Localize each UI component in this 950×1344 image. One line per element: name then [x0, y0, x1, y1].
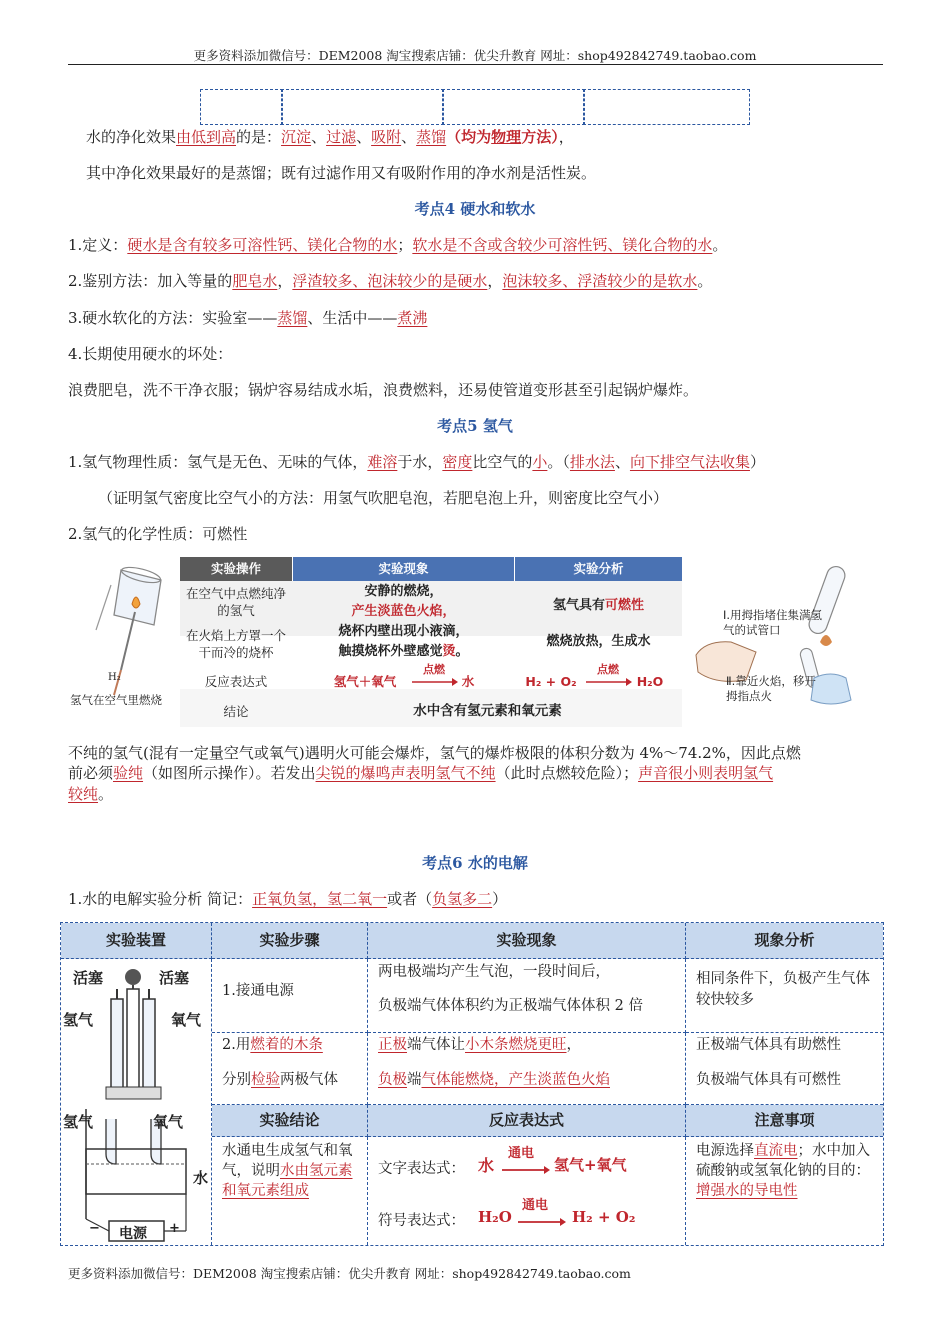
purification-line1: 水的净化效果由低到高的是：沉淀、过滤、吸附、蒸馏（均为物理方法）， — [86, 128, 574, 146]
col-header-analysis: 实验分析 — [515, 557, 682, 581]
diagram-box — [200, 89, 283, 125]
harm-text: 浪费肥皂，洗不干净衣服；锅炉容易结成水垢，浪费燃料，还易使管道变形甚至引起锅炉爆炸。 — [68, 381, 699, 399]
phenomenon-3: 负极端气体能燃烧，产生淡蓝色火焰 — [378, 1072, 610, 1088]
symbol-equation-label: 符号表达式： — [378, 1213, 465, 1229]
section5-title: 考点5 氢气 — [437, 417, 513, 435]
minus-label: − — [89, 1221, 100, 1236]
col-header-operation: 实验操作 — [180, 557, 292, 581]
identification-method: 2.鉴别方法：加入等量的肥皂水，浮渣较多、泡沫较少的是硬水，泡沫较多、浮渣较少的是软水。 — [68, 272, 713, 290]
op-equation: 反应表达式 — [204, 674, 268, 689]
word-eq-water: 水 — [478, 1156, 495, 1175]
softening-method: 3.硬水软化的方法：实验室——蒸馏、生活中——煮沸 — [68, 309, 428, 327]
phenomenon-2-cell — [368, 1033, 686, 1105]
electrolysis-table — [60, 922, 884, 1246]
col-apparatus: 实验装置 — [61, 923, 212, 959]
purity-note-1: Ⅰ.用拇指堵住集满氢气的试管口 — [723, 608, 823, 637]
hydrogen-burning-illustration — [66, 560, 178, 710]
phen-4: 触摸烧杯外壁感觉烫。 — [338, 644, 469, 659]
notes-cell — [686, 1137, 883, 1245]
electrolysis-apparatus-illustration — [61, 959, 211, 1243]
phenomenon-1-cell — [368, 959, 686, 1033]
page-footer: 更多资料添加微信号：DEM2008 淘宝搜索店铺：优尖升教育 网址：shop492842749.taobao.com — [68, 1266, 631, 1281]
analysis-2: 正极端气体具有助燃性 — [696, 1037, 841, 1053]
conclusion-text: 水通电生成氢气和氧气，说明水由氢元素和氧元素组成 — [222, 1143, 353, 1199]
sym-eq-arrow-2 — [518, 1217, 566, 1227]
op-conclusion: 结论 — [223, 704, 249, 719]
notes-text: 电源选择直流电；水中加入硫酸钠或氢氧化钠的目的：增强水的导电性 — [696, 1143, 870, 1199]
hydrogen-label-top: 氢气 — [63, 1011, 94, 1029]
col-equation: 反应表达式 — [368, 1105, 686, 1137]
analysis-1: 相同条件下，负极产生气体较快较多 — [696, 971, 870, 1008]
explosion-line1: 不纯的氢气(混有一定量空气或氧气)遇明火可能会爆炸，氢气的爆炸极限的体积分数为 4%～74.2%，因此点燃 — [68, 744, 801, 762]
conclusion-cell — [212, 1137, 368, 1245]
analysis-2-cell — [686, 1033, 883, 1105]
sym-eq-condition: 点燃 — [597, 663, 619, 676]
plus-label: + — [169, 1221, 180, 1236]
analysis-2: 燃烧放热，生成水 — [546, 634, 651, 649]
col-analysis: 现象分析 — [686, 923, 883, 959]
diagram-box — [281, 89, 444, 125]
analysis-3: 负极端气体具有可燃性 — [696, 1072, 841, 1088]
water-label: 水 — [193, 1169, 209, 1187]
word-eq-electric: 通电 — [508, 1146, 535, 1161]
word-eq-left: 氢气＋氧气 — [333, 674, 397, 689]
step-1-cell — [212, 959, 368, 1033]
col-phenomena: 实验现象 — [368, 923, 686, 959]
explosion-line3: 较纯。 — [68, 785, 114, 803]
oxygen-label-top: 氧气 — [171, 1011, 202, 1029]
word-eq-right: 水 — [461, 674, 475, 689]
harm-title: 4.长期使用硬水的坏处： — [68, 345, 233, 363]
header-rule — [68, 64, 883, 65]
sym-eq-products: H₂ + O₂ — [572, 1208, 636, 1226]
equation-cell — [368, 1137, 686, 1245]
hydrogen-experiment-table — [180, 557, 682, 727]
explosion-line2: 前必须验纯（如图所示操作）。若发出尖锐的爆鸣声表明氢气不纯（此时点燃较危险）；声音很小则表明氢气 — [68, 764, 774, 782]
col-header-phenomenon: 实验现象 — [293, 557, 514, 581]
stopcock-left-label: 活塞 — [73, 969, 104, 987]
density-note: （证明氢气密度比空气小的方法：用氢气吹肥皂泡，若肥皂泡上升，则密度比空气小） — [98, 489, 669, 507]
section4-title: 考点4 硬水和软水 — [414, 200, 536, 218]
oxygen-label-bottom: 氧气 — [153, 1113, 184, 1131]
word-eq-arrow-2 — [502, 1165, 550, 1175]
burning-caption: 氢气在空气里燃烧 — [70, 693, 162, 707]
purification-line2: 其中净化效果最好的是蒸馏；既有过滤作用又有吸附作用的净水剂是活性炭。 — [86, 164, 597, 182]
phenomenon-1a: 两电极端均产生气泡，一段时间后， — [378, 964, 610, 980]
diagram-box — [442, 89, 585, 125]
phen-2: 产生淡蓝色火焰， — [351, 604, 456, 619]
page-header: 更多资料添加微信号：DEM2008 淘宝搜索店铺：优尖升教育 网址：shop492842749.taobao.com — [193, 48, 757, 63]
col-conclusion: 实验结论 — [212, 1105, 368, 1137]
sym-eq-right: H₂O — [636, 674, 664, 689]
word-equation-label: 文字表达式： — [378, 1161, 465, 1177]
hydrogen-chemical: 2.氢气的化学性质：可燃性 — [68, 525, 248, 543]
stopcock-right-label: 活塞 — [159, 969, 190, 987]
step-3: 分别检验两极气体 — [222, 1072, 338, 1088]
fig-conclusion: 水中含有氢元素和氧元素 — [413, 703, 562, 719]
step-2-cell — [212, 1033, 368, 1105]
sym-eq-electric: 通电 — [522, 1198, 549, 1213]
op-cover: 在火焰上方罩一个干而冷的烧杯 — [185, 628, 286, 660]
phenomenon-1b: 负极端气体体积约为正极端气体体积 2 倍 — [378, 998, 643, 1014]
word-eq-arrow — [412, 677, 458, 687]
hydrogen-physical: 1.氢气物理性质：氢气是无色、无味的气体，难溶于水，密度比空气的小。（排水法、向下排空气法收集） — [68, 453, 765, 471]
power-label: 电源 — [119, 1226, 147, 1242]
phenomenon-2: 正极端气体让小木条燃烧更旺， — [378, 1037, 581, 1053]
sym-eq-left: H₂ + O₂ — [525, 674, 577, 689]
hydrogen-label-bottom: 氢气 — [63, 1113, 94, 1131]
step-1: 1.接通电源 — [222, 983, 294, 999]
phen-1: 安静的燃烧， — [364, 584, 443, 599]
phen-3: 烧杯内壁出现小液滴， — [338, 624, 469, 639]
diagram-box — [583, 89, 750, 125]
section6-title: 考点6 水的电解 — [422, 854, 528, 872]
h2-label: H₂ — [108, 672, 121, 683]
word-eq-condition: 点燃 — [423, 663, 445, 676]
electrolysis-intro: 1.水的电解实验分析 简记：正氧负氢，氢二氧一或者（负氢多二） — [68, 890, 508, 908]
apparatus-cell — [61, 959, 212, 1245]
sym-eq-arrow — [586, 677, 632, 687]
col-notes: 注意事项 — [686, 1105, 883, 1137]
analysis-1-cell — [686, 959, 883, 1033]
col-steps: 实验步骤 — [212, 923, 368, 959]
op-ignite: 在空气中点燃纯净的氢气 — [186, 586, 287, 618]
analysis-1: 氢气具有可燃性 — [552, 598, 645, 613]
step-2: 2.用燃着的木条 — [222, 1037, 323, 1053]
purity-note-2: Ⅱ.靠近火焰，移开拇指点火 — [726, 674, 816, 703]
hard-water-definition: 1.定义：硬水是含有较多可溶性钙、镁化合物的水；软水是不含或含较少可溶性钙、镁化合物的水。 — [68, 236, 728, 254]
sym-eq-water: H₂O — [478, 1208, 512, 1226]
word-eq-products: 氢气+氧气 — [554, 1156, 627, 1174]
